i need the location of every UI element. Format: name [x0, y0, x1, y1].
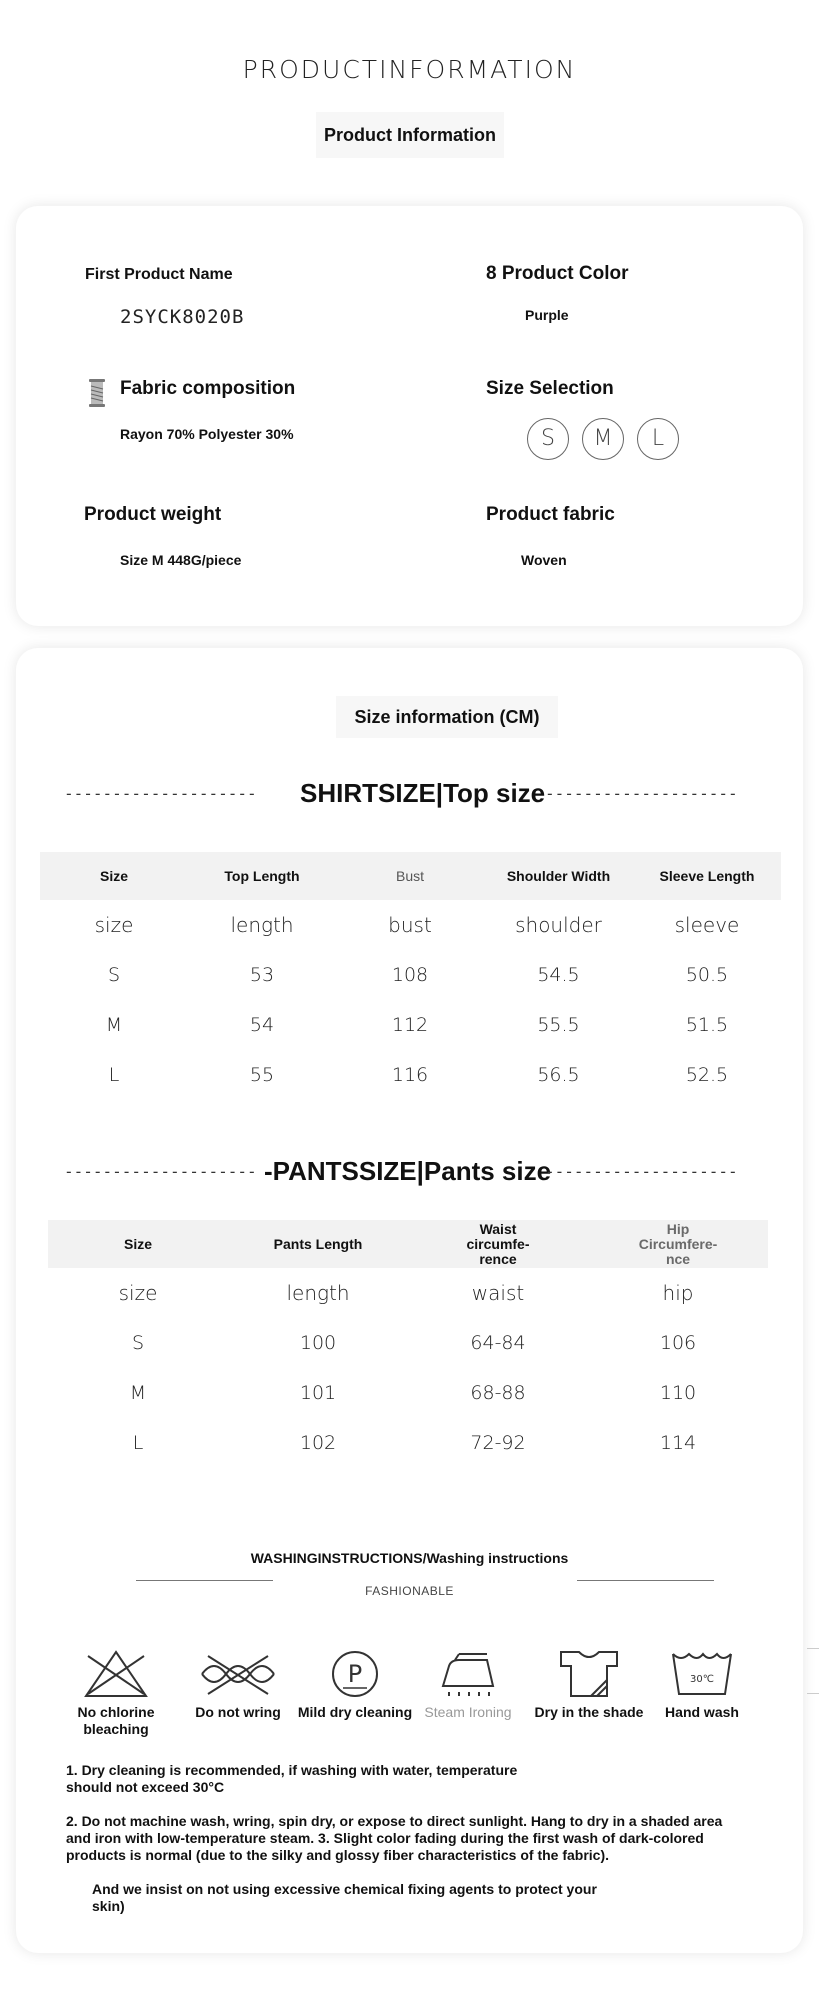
table-row: [48, 1318, 768, 1368]
table-row: [40, 950, 781, 1000]
table-row: [48, 1268, 768, 1318]
wash-item-no-chlorine: [56, 1648, 176, 1738]
table-cell: M: [105, 1014, 123, 1036]
page-title: PRODUCTINFORMATION: [242, 55, 577, 84]
table-cell: S: [131, 1332, 145, 1354]
product-info-card: [16, 206, 803, 626]
washing-title: WASHINGINSTRUCTIONS/Washing instructions: [250, 1550, 569, 1566]
table-cell: 108: [391, 964, 429, 986]
dry-in-shade-icon: [557, 1648, 621, 1700]
table-cell: size: [118, 1281, 158, 1305]
table-cell: 112: [391, 1014, 429, 1036]
washing-note-2: 2. Do not machine wash, wring, spin dry, or expose to direct sunlight. Hang to dry in a shaded area and iron with low-temperature steam. 3. Slight color fading during the first wash of dark-colored products is normal (due to the silky and glossy fiber characteristics of the fabric).: [66, 1813, 723, 1863]
top-table-dashes-right: --------------------: [545, 784, 738, 803]
wash-label: No chlorine bleaching: [77, 1704, 155, 1737]
washing-note-3: And we insist on not using excessive chemical fixing agents to protect your skin): [92, 1881, 597, 1914]
size-info-header: Size information (CM): [336, 696, 558, 738]
table-row: [40, 900, 781, 950]
top-size-table: [40, 852, 781, 1100]
pants-size-table: [48, 1220, 768, 1468]
table-cell: length: [286, 1281, 350, 1305]
table-header-cell: Top Length: [188, 852, 336, 900]
table-row: [48, 1418, 768, 1468]
wash-item-dry-in-shade: [529, 1648, 649, 1721]
hand-wash-icon: [669, 1648, 735, 1700]
table-header-row: [40, 852, 781, 900]
pants-table-dashes-left: --------------------: [64, 1162, 257, 1181]
wash-item-hand-wash: [642, 1648, 762, 1721]
wash-item-do-not-wring: [178, 1648, 298, 1721]
product-color-value: Purple: [525, 307, 569, 323]
table-cell: 56.5: [537, 1064, 580, 1086]
table-header-cell: Waist circumfe-rence: [408, 1220, 588, 1268]
table-cell: 100: [299, 1332, 337, 1354]
table-header-cell: Size: [40, 852, 188, 900]
table-cell: S: [107, 964, 121, 986]
wash-temp: 30℃: [690, 1674, 714, 1685]
table-cell: 54.5: [537, 964, 580, 986]
table-header-cell: Shoulder Width: [484, 852, 633, 900]
size-option-s[interactable]: S: [527, 418, 569, 460]
pants-table-dashes-right: --------------------: [545, 1162, 738, 1181]
table-cell: M: [129, 1382, 147, 1404]
table-cell: hip: [662, 1281, 694, 1305]
svg-text:P: P: [347, 1660, 363, 1688]
wash-item-mild-dry-clean: [295, 1648, 415, 1721]
table-header-cell: Hip Circumfere-nce: [588, 1220, 768, 1268]
wash-item-steam-iron: [408, 1648, 528, 1721]
washing-note-1: 1. Dry cleaning is recommended, if washing with water, temperature should not exceed 30°C: [66, 1762, 518, 1795]
top-table-dashes-left: --------------------: [64, 784, 257, 803]
steam-iron-icon: [435, 1648, 501, 1700]
table-header-row: [48, 1220, 768, 1268]
table-header-cell: Size: [48, 1220, 228, 1268]
table-cell: 50.5: [685, 964, 729, 986]
table-cell: 72-92: [470, 1432, 526, 1454]
edge-decoration: [807, 1648, 819, 1694]
table-cell: 51.5: [685, 1014, 729, 1036]
table-cell: 116: [391, 1064, 429, 1086]
do-not-wring-icon: [194, 1648, 282, 1700]
product-weight-value: Size M 448G/piece: [120, 552, 242, 568]
top-table-title: SHIRTSIZE|Top size: [300, 778, 546, 808]
table-cell: 55: [249, 1064, 275, 1086]
no-chlorine-bleach-icon: [82, 1648, 150, 1700]
wash-label: Hand wash: [665, 1704, 739, 1720]
table-cell: 102: [299, 1432, 337, 1454]
table-cell: waist: [471, 1281, 525, 1305]
page-subtitle: Product Information: [316, 112, 504, 158]
fabric-composition-label: Fabric composition: [120, 378, 296, 399]
table-cell: 114: [659, 1432, 697, 1454]
table-header-cell: Bust: [336, 852, 484, 900]
table-cell: 52.5: [685, 1064, 729, 1086]
mild-dry-clean-icon: [329, 1648, 381, 1700]
wash-label: Steam Ironing: [424, 1704, 512, 1720]
table-cell: 110: [659, 1382, 697, 1404]
table-row: [40, 1050, 781, 1100]
table-cell: length: [230, 913, 294, 937]
yarn-spool-icon: [88, 378, 106, 408]
table-cell: 55.5: [537, 1014, 580, 1036]
product-fabric-label: Product fabric: [486, 504, 615, 525]
size-selection-label: Size Selection: [486, 378, 614, 399]
table-cell: size: [94, 913, 134, 937]
table-cell: 101: [299, 1382, 337, 1404]
table-cell: L: [108, 1064, 120, 1086]
table-row: [40, 1000, 781, 1050]
table-row: [48, 1368, 768, 1418]
table-cell: 54: [249, 1014, 275, 1036]
washing-subtitle: FASHIONABLE: [365, 1584, 454, 1598]
table-header-cell: Pants Length: [228, 1220, 408, 1268]
table-cell: 106: [659, 1332, 697, 1354]
size-option-l[interactable]: L: [637, 418, 679, 460]
table-cell: 68-88: [470, 1382, 526, 1404]
product-name-label: First Product Name: [85, 266, 233, 283]
table-cell: 53: [249, 964, 275, 986]
table-cell: bust: [388, 913, 432, 937]
product-color-label: 8 Product Color: [486, 263, 629, 284]
product-code: 2SYCK8020B: [120, 306, 245, 328]
product-weight-label: Product weight: [84, 504, 222, 525]
fabric-composition-value: Rayon 70% Polyester 30%: [120, 426, 294, 442]
table-cell: L: [132, 1432, 144, 1454]
size-option-m[interactable]: M: [582, 418, 624, 460]
table-header-cell: Sleeve Length: [633, 852, 781, 900]
table-cell: sleeve: [674, 913, 740, 937]
divider-left: [136, 1580, 273, 1581]
wash-label: Mild dry cleaning: [297, 1704, 413, 1720]
table-cell: shoulder: [515, 913, 602, 937]
wash-label: Do not wring: [195, 1704, 281, 1720]
wash-label: Dry in the shade: [534, 1704, 644, 1720]
divider-right: [577, 1580, 714, 1581]
pants-table-title: -PANTSSIZE|Pants size: [264, 1156, 552, 1186]
table-cell: 64-84: [470, 1332, 526, 1354]
product-fabric-value: Woven: [521, 552, 567, 568]
